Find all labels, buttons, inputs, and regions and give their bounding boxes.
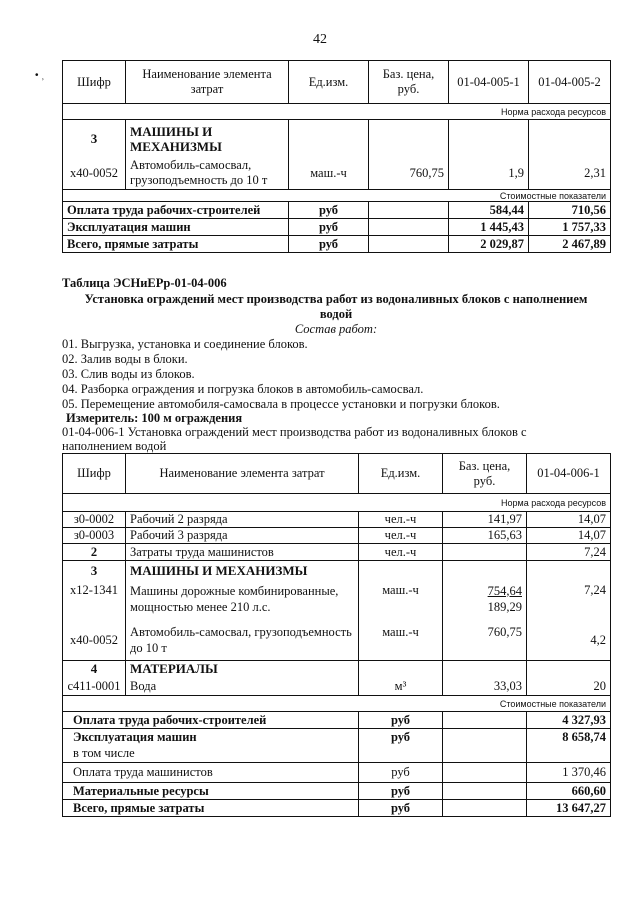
total-name: Эксплуатация машин	[63, 729, 359, 746]
item-description: 01-04-006-1 Установка ограждений мест производства работ из водоналивных блоков с	[62, 425, 527, 439]
total-name: Оплата труда рабочих-строителей	[63, 202, 289, 219]
header-code: Шифр	[63, 61, 126, 104]
table-title: Таблица ЭСНиЕРр-01-04-006	[62, 276, 227, 290]
total-name: Материальные ресурсы	[63, 783, 359, 800]
total-value: 1 370,46	[527, 763, 611, 783]
total-unit: руб	[289, 236, 369, 253]
total-unit: руб	[359, 783, 443, 800]
work-step: 03. Слив воды из блоков.	[62, 367, 195, 381]
row-value-2: 2,31	[529, 158, 611, 190]
machine-code: х40-0052	[63, 621, 126, 661]
resource-table-1	[62, 60, 611, 253]
worker-price: 165,63	[443, 528, 527, 544]
machine-price: 754,64	[487, 583, 522, 598]
cost-label: Стоимостные показатели	[63, 696, 611, 712]
material-value: 20	[527, 678, 611, 696]
material-unit: м³	[359, 678, 443, 696]
header-price: Баз. цена, руб.	[443, 454, 527, 494]
operator-name: Затраты труда машинистов	[126, 544, 359, 561]
norm-label: Норма расхода ресурсов	[63, 104, 611, 120]
worker-value: 14,07	[527, 512, 611, 528]
header-code: Шифр	[63, 454, 126, 494]
machine-name-cont: до 10 т	[130, 641, 167, 656]
section-title: МАШИНЫ И МЕХАНИЗМЫ	[126, 120, 289, 158]
machine-unit: маш.-ч	[359, 581, 443, 621]
operator-unit: чел.-ч	[359, 544, 443, 561]
worker-code: з0-0002	[63, 512, 126, 528]
total-value-1: 1 445,43	[449, 219, 529, 236]
total-value: 8 658,74	[527, 729, 611, 746]
machine-price-alt: 189,29	[487, 599, 522, 614]
material-price: 33,03	[443, 678, 527, 696]
material-name: Вода	[126, 678, 359, 696]
row-name: Автомобиль-самосвал, грузоподъемность до 10 т	[126, 158, 289, 190]
work-step: 05. Перемещение автомобиля-самосвала в процессе установки и погрузки блоков.	[62, 397, 500, 411]
meter: Измеритель: 100 м ограждения	[66, 411, 243, 425]
header-col-1: 01-04-006-1	[527, 454, 611, 494]
materials-title: МАТЕРИАЛЫ	[126, 661, 359, 678]
section-heading-cont: водой	[319, 307, 353, 321]
total-name: Оплата труда рабочих-строителей	[63, 712, 359, 729]
worker-unit: чел.-ч	[359, 512, 443, 528]
machine-name: Автомобиль-самосвал, грузоподъемность	[130, 625, 352, 640]
total-name: Оплата труда машинистов	[63, 763, 359, 783]
material-code: с411-0001	[63, 678, 126, 696]
total-unit: руб	[359, 800, 443, 817]
machine-price: 760,75	[443, 621, 527, 661]
total-name: Всего, прямые затраты	[63, 800, 359, 817]
work-step: 04. Разборка ограждения и погрузка блоков в автомобиль-самосвал.	[62, 382, 424, 396]
total-value: 660,60	[527, 783, 611, 800]
total-unit: руб	[359, 729, 443, 746]
header-price: Баз. цена, руб.	[369, 61, 449, 104]
cost-label: Стоимостные показатели	[63, 190, 611, 202]
work-step: 01. Выгрузка, установка и соединение блоков.	[62, 337, 308, 351]
materials-number: 4	[63, 661, 126, 678]
total-value-2: 710,56	[529, 202, 611, 219]
machine-name: Машины дорожные комбинированные,	[130, 583, 339, 598]
worker-name: Рабочий 2 разряда	[126, 512, 359, 528]
work-step: 02. Залив воды в блоки.	[62, 352, 188, 366]
total-unit: руб	[289, 202, 369, 219]
total-name: Всего, прямые затраты	[63, 236, 289, 253]
total-value-1: 2 029,87	[449, 236, 529, 253]
total-unit: руб	[359, 712, 443, 729]
worker-price: 141,97	[443, 512, 527, 528]
worker-unit: чел.-ч	[359, 528, 443, 544]
total-value-2: 1 757,33	[529, 219, 611, 236]
total-value: 13 647,27	[527, 800, 611, 817]
machine-name-cont: мощностью менее 210 л.с.	[130, 599, 271, 614]
total-unit: руб	[289, 219, 369, 236]
total-unit: руб	[359, 763, 443, 783]
row-value-1: 1,9	[449, 158, 529, 190]
corner-mark: • ⸒	[35, 70, 45, 81]
machines-number: 3	[63, 561, 126, 581]
total-value-1: 584,44	[449, 202, 529, 219]
resource-table-2	[62, 453, 611, 817]
header-col-1: 01-04-005-1	[449, 61, 529, 104]
machine-value: 7,24	[527, 581, 611, 621]
machine-code: х12-1341	[63, 581, 126, 621]
header-name: Наименование элемента затрат	[126, 61, 289, 104]
row-unit: маш.-ч	[289, 158, 369, 190]
total-name: Эксплуатация машин	[63, 219, 289, 236]
section-number: 3	[63, 120, 126, 158]
section-heading: Установка ограждений мест производства работ из водоналивных блоков с наполнением	[84, 292, 588, 306]
worker-name: Рабочий 3 разряда	[126, 528, 359, 544]
worker-code: з0-0003	[63, 528, 126, 544]
page-number: 42	[313, 32, 327, 47]
total-value-2: 2 467,89	[529, 236, 611, 253]
operator-value: 7,24	[527, 544, 611, 561]
header-name: Наименование элемента затрат	[126, 454, 359, 494]
machine-value: 4,2	[527, 621, 611, 661]
header-col-2: 01-04-005-2	[529, 61, 611, 104]
total-value: 4 327,93	[527, 712, 611, 729]
machine-unit: маш.-ч	[359, 621, 443, 661]
row-code: х40-0052	[63, 158, 126, 190]
row-price: 760,75	[369, 158, 449, 190]
operator-code: 2	[63, 544, 126, 561]
total-subheading: в том числе	[63, 746, 359, 763]
header-unit: Ед.изм.	[359, 454, 443, 494]
machines-title: МАШИНЫ И МЕХАНИЗМЫ	[126, 561, 359, 581]
worker-value: 14,07	[527, 528, 611, 544]
composition-title: Состав работ:	[294, 322, 378, 336]
norm-label: Норма расхода ресурсов	[63, 494, 611, 512]
item-description-cont: наполнением водой	[62, 439, 167, 453]
header-unit: Ед.изм.	[289, 61, 369, 104]
